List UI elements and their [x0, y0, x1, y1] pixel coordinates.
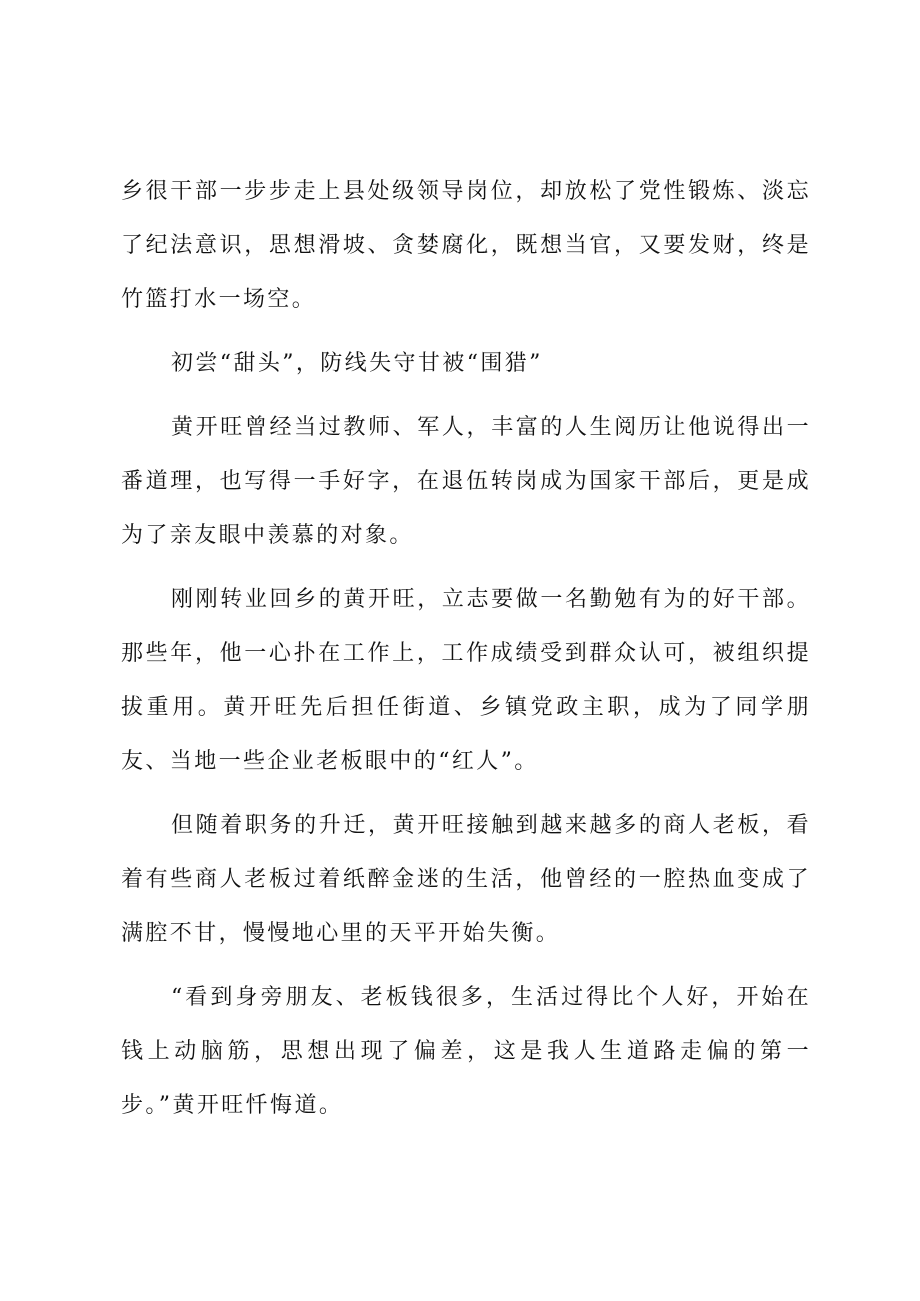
paragraph-career: 刚刚转业回乡的黄开旺，立志要做一名勤勉有为的好干部。那些年，他一心扑在工作上，工作成绩受到群众认可，被组织提拔重用。黄开旺先后担任街道、乡镇党政主职，成为了同学朋友、当地一些企业老板眼中的“红人”。 — [121, 587, 811, 774]
document-body — [121, 165, 811, 1143]
section-heading: 初尝“甜头”，防线失守甘被“围猎” — [171, 351, 543, 376]
paragraph-intro: 乡很干部一步步走上县处级领导岗位，却放松了党性锻炼、淡忘了纪法意识，思想滑坡、贪婪腐化，既想当官，又要发财，终是竹篮打水一场空。 — [121, 179, 811, 312]
paragraph-background: 黄开旺曾经当过教师、军人，丰富的人生阅历让他说得出一番道理，也写得一手好字，在退伍转岗成为国家干部后，更是成为了亲友眼中羡慕的对象。 — [121, 415, 811, 548]
paragraph-imbalance: 但随着职务的升迁，黄开旺接触到越来越多的商人老板，看着有些商人老板过着纸醉金迷的生活，他曾经的一腔热血变成了满腔不甘，慢慢地心里的天平开始失衡。 — [121, 813, 811, 946]
paragraph-quote: “看到身旁朋友、老板钱很多，生活过得比个人好，开始在钱上动脑筋，思想出现了偏差，这是我人生道路走偏的第一步。”黄开旺忏悔道。 — [121, 985, 811, 1118]
